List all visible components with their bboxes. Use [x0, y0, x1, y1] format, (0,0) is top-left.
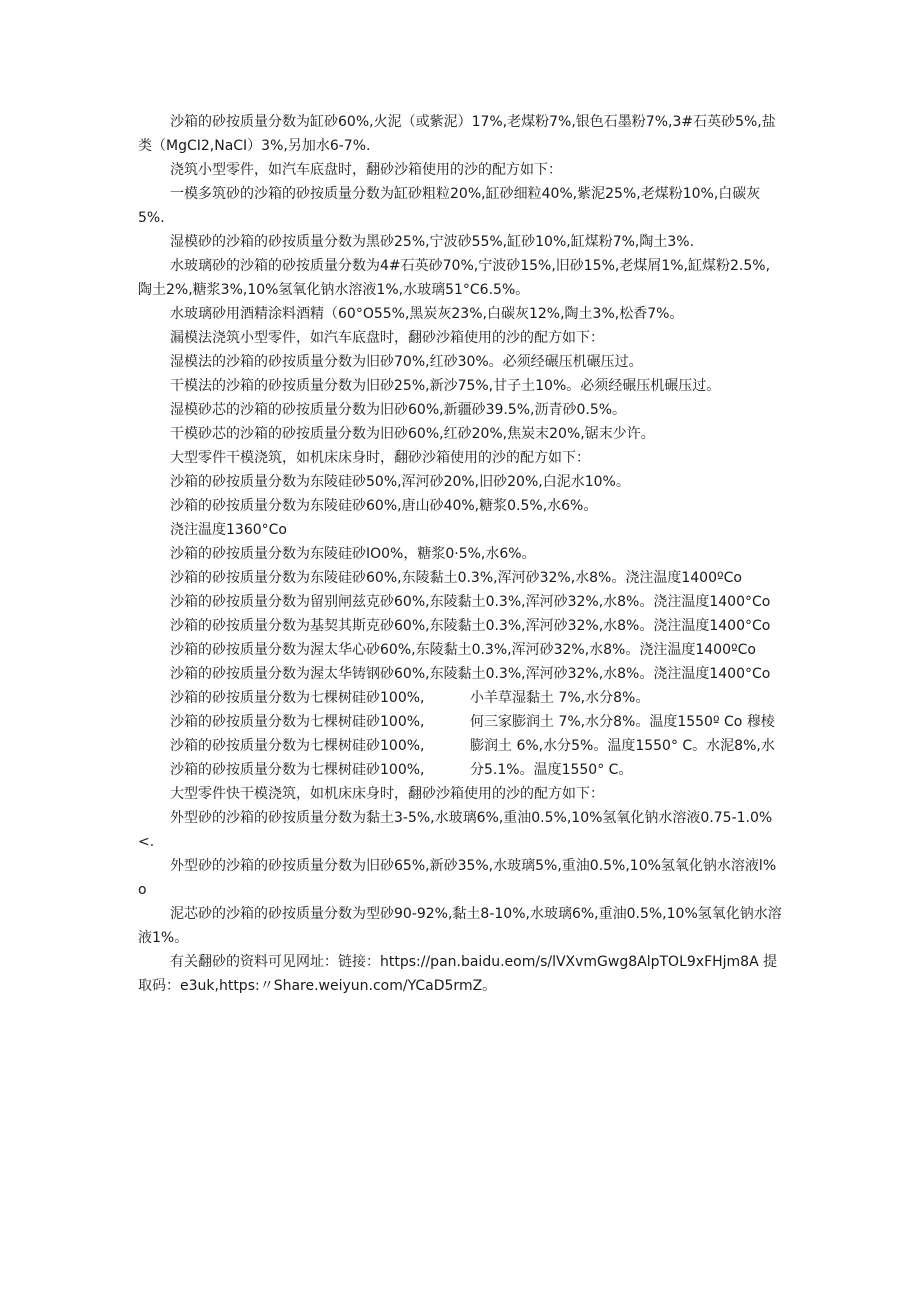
paragraph: 水玻璃砂用酒精涂料酒精（60°O55%,黑炭灰23%,白碳灰12%,陶土3%,松香7%。 [170, 306, 684, 322]
paragraph: 干模法的沙箱的砂按质量分数为旧砂25%,新沙75%,甘子土10%。必须经碾压机碾压过。 [170, 378, 721, 394]
paragraph: 干模砂芯的沙箱的砂按质量分数为旧砂60%,红砂20%,焦炭末20%,锯末少许。 [170, 426, 655, 442]
paragraph: 一模多筑砂的沙箱的砂按质量分数为缸砂粗粒20%,缸砂细粒40%,紫泥25%,老煤粉10%,白碳灰5%. [138, 186, 761, 226]
paragraph: 沙箱的砂按质量分数为缸砂60%,火泥（或紫泥）17%,老煤粉7%,银色石墨粉7%,3#石英砂5%,盐类（MgCI2,NaCI）3%,另加水6-7%. [138, 114, 776, 154]
paragraph: 沙箱的砂按质量分数为渥太华心砂60%,东陵黏土0.3%,浑河砂32%,水8%。浇注温度1400ºCo [170, 642, 756, 658]
paragraph: 浇注温度1360°Co [170, 522, 287, 538]
row-left-text: 沙箱的砂按质量分数为七棵树硅砂100%, [170, 738, 425, 754]
paragraph: 浇筑小型零件，如汽车底盘时，翻砂沙箱使用的沙的配方如下： [170, 162, 562, 178]
paragraph: 泥芯砂的沙箱的砂按质量分数为型砂90-92%,黏土8-10%,水玻璃6%,重油0.5%,10%氢氧化钠水溶液1%。 [138, 906, 782, 946]
paragraph: 沙箱的砂按质量分数为东陵硅砂60%,唐山砂40%,糖浆0.5%,水6%。 [170, 498, 598, 514]
resource-links-paragraph[interactable]: 有关翻砂的资料可见网址：链接：https://pan.baidu.eom/s/lVXvmGwg8AlpTOL9xFHjm8A 提取码：e3uk,https:〃Share.weiyun.com/YCaD5rmZ。 [138, 954, 778, 994]
paragraph: 沙箱的砂按质量分数为东陵硅砂60%,东陵黏土0.3%,浑河砂32%,水8%。浇注温度1400ºCo [170, 570, 742, 586]
row-left-text: 沙箱的砂按质量分数为七棵树硅砂100%, [170, 690, 425, 706]
paragraph: 外型砂的沙箱的砂按质量分数为黏土3-5%,水玻璃6%,重油0.5%,10%氢氧化钠水溶液0.75-1.0%<. [138, 810, 773, 850]
paragraph: 湿模法的沙箱的砂按质量分数为旧砂70%,红砂30%。必须经碾压机碾压过。 [170, 354, 643, 370]
row-right-text: 何三家膨润土 7%,水分8%。温度1550º Co 穆棱 [470, 714, 775, 730]
two-column-row [138, 686, 784, 710]
paragraph: 湿模砂芯的沙箱的砂按质量分数为旧砂60%,新疆砂39.5%,沥青砂0.5%。 [170, 402, 627, 418]
paragraph: 外型砂的沙箱的砂按质量分数为旧砂65%,新砂35%,水玻璃5%,重油0.5%,10%氢氧化钠水溶液l%o [138, 858, 777, 898]
paragraph: 沙箱的砂按质量分数为渥太华铸钢砂60%,东陵黏土0.3%,浑河砂32%,水8%。浇注温度1400°Co [170, 666, 771, 682]
row-right-text: 小羊草湿黏土 7%,水分8%。 [470, 690, 650, 706]
row-right-text: 膨润土 6%,水分5%。温度1550° C。水泥8%,水 [470, 738, 775, 754]
paragraph: 大型零件快干模浇筑，如机床床身时，翻砂沙箱使用的沙的配方如下： [170, 786, 604, 802]
paragraph: 水玻璃砂的沙箱的砂按质量分数为4#石英砂70%,宁波砂15%,旧砂15%,老煤屑1%,缸煤粉2.5%,陶土2%,糖浆3%,10%氢氧化钠水溶液1%,水玻璃51°C6.5%。 [138, 258, 771, 298]
two-column-row [138, 710, 784, 734]
row-left-text: 沙箱的砂按质量分数为七棵树硅砂100%, [170, 714, 425, 730]
paragraph: 大型零件干模浇筑，如机床床身时，翻砂沙箱使用的沙的配方如下： [170, 450, 590, 466]
paragraph: 沙箱的砂按质量分数为基契其斯克砂60%,东陵黏土0.3%,浑河砂32%,水8%。浇注温度1400°Co [170, 618, 771, 634]
paragraph: 漏模法浇筑小型零件，如汽车底盘时，翻砂沙箱使用的沙的配方如下： [170, 330, 604, 346]
row-left-text: 沙箱的砂按质量分数为七棵树硅砂100%, [170, 762, 425, 778]
two-column-row [138, 734, 784, 758]
paragraph: 沙箱的砂按质量分数为东陵硅砂IO0%，糖浆0·5%,水6%。 [170, 546, 536, 562]
paragraph: 沙箱的砂按质量分数为留别闸兹克砂60%,东陵黏土0.3%,浑河砂32%,水8%。浇注温度1400°Co [170, 594, 771, 610]
paragraph: 湿模砂的沙箱的砂按质量分数为黑砂25%,宁波砂55%,缸砂10%,缸煤粉7%,陶土3%. [170, 234, 695, 250]
row-right-text: 分5.1%。温度1550° C。 [470, 762, 633, 778]
document-body [138, 110, 784, 998]
paragraph: 沙箱的砂按质量分数为东陵硅砂50%,浑河砂20%,旧砂20%,白泥水10%。 [170, 474, 630, 490]
two-column-row [138, 758, 784, 782]
